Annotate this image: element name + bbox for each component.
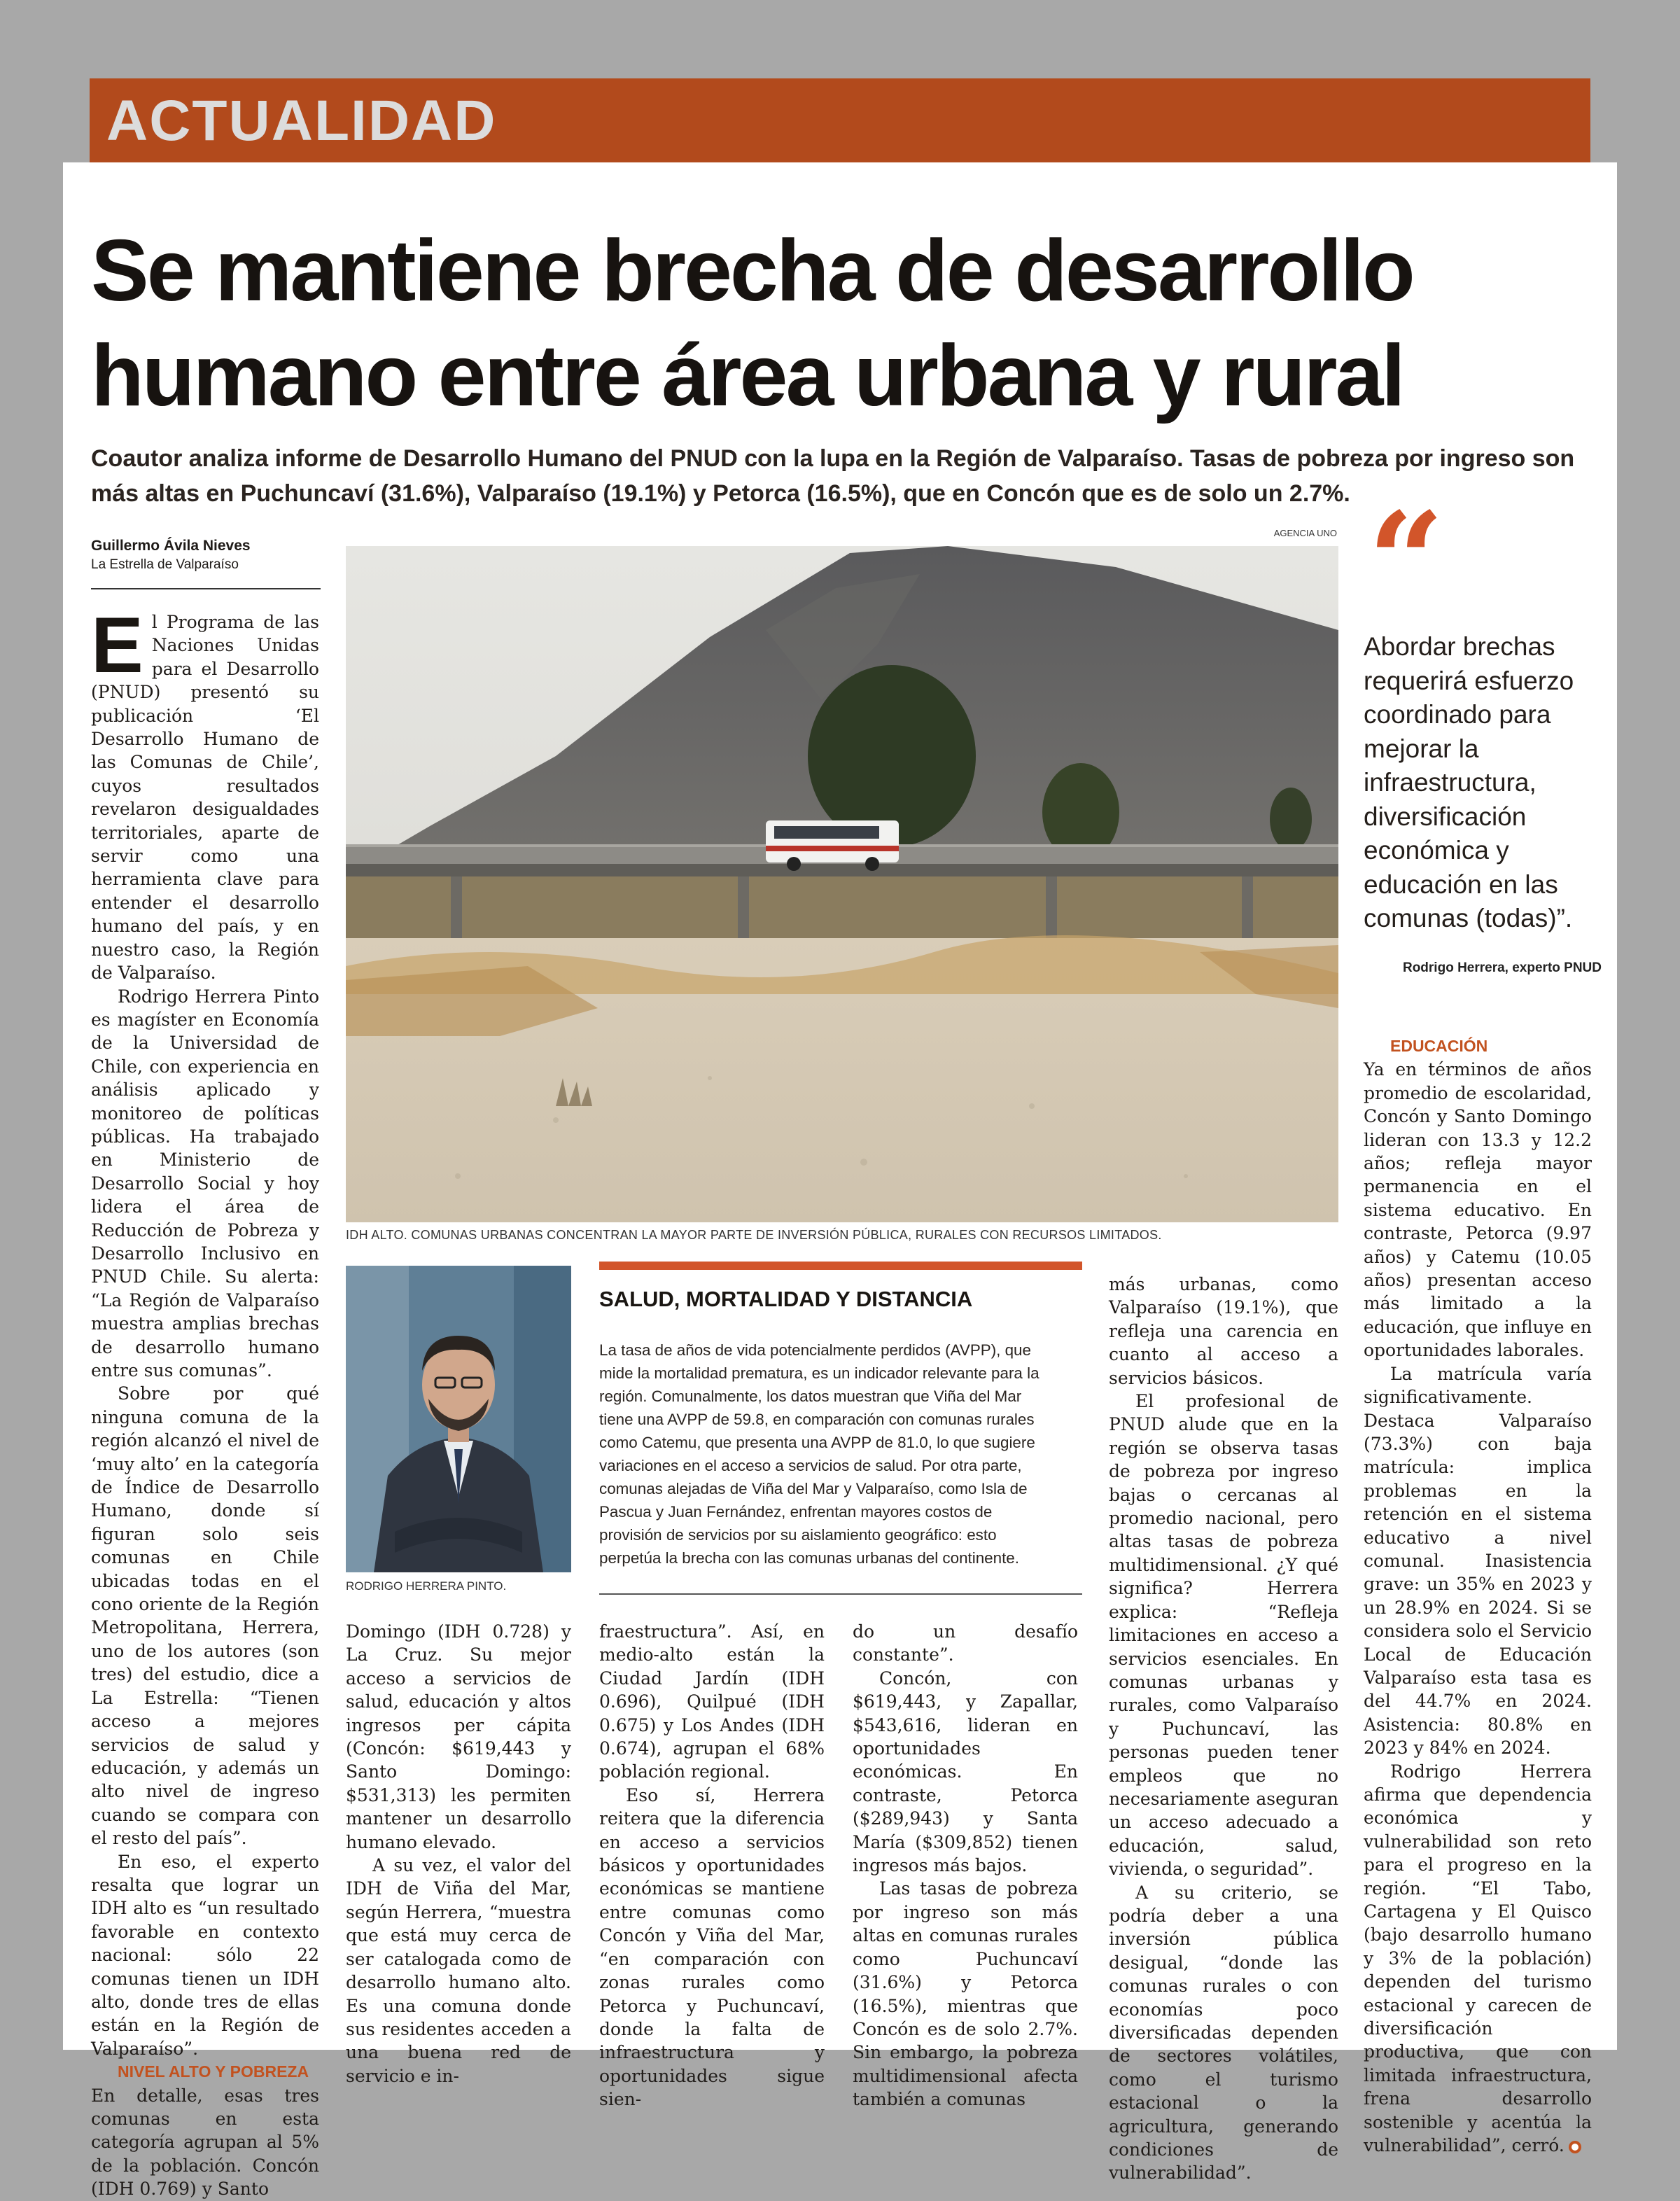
body-column-1 xyxy=(91,601,319,2201)
author-name: Guillermo Ávila Nieves xyxy=(91,538,251,554)
paragraph: Rodrigo Herrera Pinto es magíster en Economía de la Universidad de Chile, con experiencia en análisis aplicado y monitoreo de políticas públicas. Ha trabajado en Ministerio de Desarrollo Social y hoy lidera el área de Reducción de Pobreza y Desarrollo Inclusivo en PNUD Chile. Su alerta: “La Región de Valparaíso muestra amplias brechas de desarrollo humano entre sus comunas”. xyxy=(91,986,319,1381)
subhead-nivel-alto: NIVEL ALTO Y POBREZA xyxy=(118,2062,309,2081)
photo-caption: IDH ALTO. COMUNAS URBANAS CONCENTRAN LA MAYOR PARTE DE INVERSIÓN PÚBLICA, RURALES CON RECURSOS LIMITADOS. xyxy=(346,1228,1162,1242)
headline xyxy=(91,218,1596,428)
paragraph: más urbanas, como Valparaíso (19.1%), que refleja una carencia en cuanto al acceso a servicios básicos. xyxy=(1109,1274,1338,1388)
portrait-caption: RODRIGO HERRERA PINTO. xyxy=(346,1579,507,1593)
paragraph: A su criterio, se podría deber a una inversión pública desigual, “donde las comunas rurales o con economías poco diversificadas dependen de sectores volátiles, como el turismo estacional o la agricultura, generando condiciones de vulnerabilidad”. xyxy=(1109,1882,1338,2183)
paragraph: Las tasas de pobreza por ingreso son más altas en comunas rurales como Puchuncaví (31.6%) y Petorca (16.5%), mientras que Concón es de solo 2.7%. Sin embargo, la pobreza multidimensional afecta también a comunas xyxy=(853,1878,1078,2110)
section-banner xyxy=(90,78,1590,167)
person-portrait-illustration xyxy=(346,1266,571,1572)
byline-divider xyxy=(91,588,321,589)
body-column-2 xyxy=(346,1620,571,2088)
paragraph: En detalle, esas tres comunas en esta categoría agrupan al 5% de la población. Concón (IDH 0.769) y Santo xyxy=(91,2085,319,2200)
paragraph: Eso sí, Herrera reitera que la diferencia en acceso a servicios básicos y oportunidades económicas se mantiene entre comunas como Concón y Viña del Mar, “en comparación con zonas rurales como Petorca y Puchuncaví, donde la falta de infraestructura y oportunidades sigue sien- xyxy=(599,1784,825,2110)
paragraph: La matrícula varía significativamente. Destaca Valparaíso (73.3%) con baja matrícula: implica problemas en la retención en el sistema educativo a nivel comunal. Inasistencia grave: un 35% en 2023 y un 28.9% en 2024. Si se considera solo el Servicio Local de Educación Valparaíso esta tasa es del 44.7% en 2024. Asistencia: 80.8% en 2023 y 84% en 2024. xyxy=(1364,1363,1592,1759)
subhead-educacion: EDUCACIÓN xyxy=(1390,1037,1488,1055)
end-of-article-icon xyxy=(1569,2141,1581,2153)
paragraph xyxy=(91,601,319,985)
paragraph xyxy=(1364,1760,1592,2158)
section-label: ACTUALIDAD xyxy=(106,89,497,153)
body-column-5 xyxy=(1109,1273,1338,2185)
paragraph: Domingo (IDH 0.728) y La Cruz. Su mejor acceso a servicios de salud, educación y altos ingresos per cápita (Concón: $619,443 y Santo Domingo: $531,313) les permiten mantener un desarrollo humano elevado. xyxy=(346,1621,571,1852)
photo-credit: AGENCIA UNO xyxy=(1273,528,1337,538)
paragraph-text: Rodrigo Herrera afirma que dependencia económica y vulnerabilidad son reto para el progreso en la región. “El Tabo, Cartagena y El Quisco (bajo desarrollo humano y 3% de la población) dependen del turismo estacional y carecen de diversificación productiva, que con limitada infraestructura, frena desarrollo sostenible y acentúa la vulnerabilidad”, cerró. xyxy=(1364,1761,1592,2156)
pull-quote: Abordar brechas requerirá esfuerzo coordinado para mejorar la infraestructura, diversificación económica y educación en las comunas (todas)”. xyxy=(1364,632,1574,932)
pull-quote-author: Rodrigo Herrera, experto PNUD xyxy=(1402,960,1602,975)
paragraph: Concón, con $619,443, y Zapallar, $543,616, lideran en oportunidades económicas. En contraste, Petorca ($289,943) y Santa María ($309,852) tienen ingresos más bajos. xyxy=(853,1668,1078,1876)
river-bridge-illustration xyxy=(346,546,1338,1222)
paragraph: Ya en términos de años promedio de escolaridad, Concón y Santo Domingo lideran con 13.3 y 12.2 años; refleja mayor permanencia en el sistema educativo. En contraste, Petorca (9.97 años) y Catemu (10.05 años) presentan acceso más limitado a la educación, que influye en oportunidades laborales. xyxy=(1364,1059,1592,1361)
sidebar-box-title: SALUD, MORTALIDAD Y DISTANCIA xyxy=(599,1287,973,1311)
newspaper-page xyxy=(63,162,1617,2200)
drop-cap: E xyxy=(91,601,144,689)
paragraph: do un desafío constante”. xyxy=(853,1621,1078,1665)
headline-line-2: humano entre área urbana y rural xyxy=(91,328,1404,424)
deck: Coautor analiza informe de Desarrollo Humano del PNUD con la lupa en la Región de Valparaíso. Tasas de pobreza por ingreso son más altas en Puchuncaví (31.6%), Valparaíso (19.1%) y Petorca (16.5%), que en Concón que es de solo un 2.7%. xyxy=(91,445,1575,507)
sidebar-box-bottom-rule xyxy=(599,1593,1082,1595)
quote-mark-icon: “ xyxy=(1368,483,1445,639)
body-column-4 xyxy=(853,1620,1078,2111)
paragraph: El profesional de PNUD alude que en la región se observa tasas de pobreza por ingreso bajas o cercanas al promedio nacional, pero altas tasas de pobreza multidimensional. ¿Y qué significa? Herrera explica: “Refleja limitaciones en acceso a servicios esenciales. En comunas urbanas y rurales, como Valparaíso y Puchuncaví, las personas pueden tener empleos que no necesariamente aseguran un acceso adecuado a educación, salud, vivienda, o seguridad”. xyxy=(1109,1391,1338,1880)
sidebar-box-accent-rule xyxy=(599,1262,1082,1270)
paragraph-text: l Programa de las Naciones Unidas para el Desarrollo (PNUD) presentó su publicación ‘El Desarrollo Humano de las Comunas de Chile’, cuyos resultados revelaron desigualdades territoriales, aparte de servir como una herramienta clave para entender el desarrollo humano del país, y en nuestro caso, la Región de Valparaíso. xyxy=(91,612,319,984)
sidebar-box-text: La tasa de años de vida potencialmente perdidos (AVPP), que mide la mortalidad prematura, es un indicador relevante para la región. Comunalmente, los datos muestran que Viña del Mar tiene una AVPP de 59.8, en comparación con comunas rurales como Catemu, que presenta una AVPP de 81.0, lo que sugiere variaciones en el acceso a servicios de salud. Por otra parte, comunas alejadas de Viña del Mar y Valparaíso, como Isla de Pascua y Juan Fernández, enfrentan mayores costos de provisión de servicios por su aislamiento geográfico: esto perpetúa la brecha con las comunas urbanas del continente. xyxy=(599,1341,1040,1567)
headline-line-1: Se mantiene brecha de desarrollo xyxy=(91,223,1413,319)
paragraph: En eso, el experto resalta que lograr un IDH alto es “un resultado favorable en contexto nacional: sólo 22 comunas tienen un IDH alto, donde tres de ellas están en la Región de Valparaíso”. xyxy=(91,1851,319,2059)
author-org: La Estrella de Valparaíso xyxy=(91,557,239,572)
paragraph: Sobre por qué ninguna comuna de la región alcanzó el nivel de ‘muy alto’ en la categoría de Índice de Desarrollo Humano, donde sí figuran solo seis comunas en Chile ubicadas todas en el cono oriente de la Región Metropolitana, Herrera, uno de los autores (son tres) del estudio, dice a La Estrella: “Tienen acceso a mejores servicios de salud y educación, y además un alto nivel de ingreso cuando se compara con el resto del país”. xyxy=(91,1383,319,1849)
paragraph: fraestructura”. Así, en medio-alto están la Ciudad Jardín (IDH 0.696), Quilpué (IDH 0.675) y Los Andes (IDH 0.674), agrupan el 68% población regional. xyxy=(599,1621,825,1782)
body-column-3 xyxy=(599,1620,825,2111)
byline xyxy=(91,538,322,573)
main-photo xyxy=(346,546,1338,1222)
body-column-6 xyxy=(1364,1035,1592,2158)
portrait-photo xyxy=(346,1266,571,1572)
paragraph: A su vez, el valor del IDH de Viña del Mar, según Herrera, “muestra que está muy cerca de ser catalogada como de desarrollo humano alto. Es una comuna donde sus residentes acceden a una buena red de servicio e in- xyxy=(346,1855,571,2086)
